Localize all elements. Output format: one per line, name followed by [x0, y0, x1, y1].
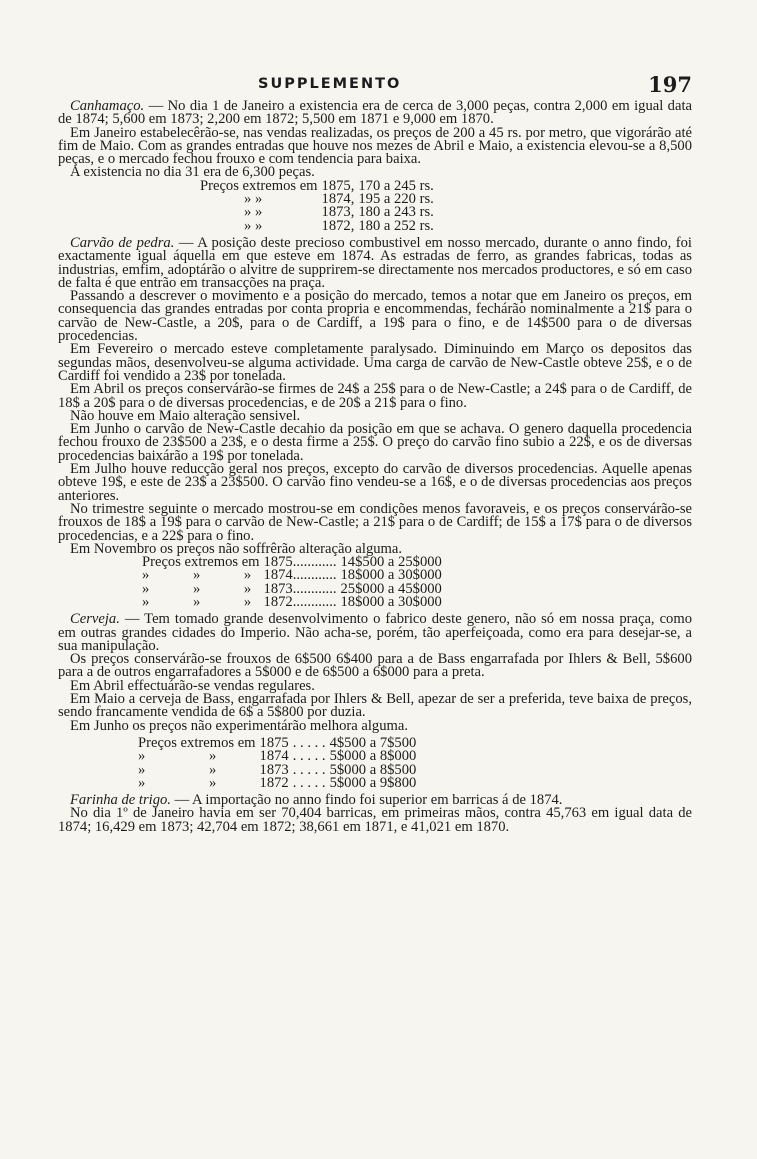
canhamaco-text-1: — No dia 1 de Janeiro a existencia era de cerca de 3,000 peças, contra 2,000 em igual data de 1874; 5,600 em 1873; 2,200 em 1872; 5,500 em 1871 e 9,000 em 1870.	[58, 98, 692, 128]
canhamaco-text-3: A existencia no dia 31 era de 6,300 peças.	[70, 164, 315, 181]
carvao-text-4: Em Abril os preços conservárão-se firmes de 24$ a 25$ para o de New-Castle; a 24$ para o de Cardiff, de 18$ a 20$ para o de diversas procedencias, e de 20$ a 21$ para o fino.	[58, 381, 692, 411]
table-cell: 1875,	[321, 177, 355, 194]
cerveja-text-2: Os preços conservárão-se frouxos de 6$500 6$400 para a de Bass engarrafada por Ihlers & Bell, 5$600 para a de outros engarrafadores a 5$000 e de 6$500 a 6$000 para a preta.	[58, 651, 692, 681]
table-cell: 1872	[259, 774, 289, 791]
cerveja-text-3: Em Abril effectuárão-se vendas regulares.	[70, 677, 315, 694]
table-cell: Preços extremos em	[200, 177, 318, 194]
table-cell: 1873	[259, 761, 289, 778]
table-cell: 5$000 a 8$500	[329, 761, 417, 778]
table-cell: 180 a 243 rs.	[358, 204, 434, 221]
farinha-heading: Farinha de trigo.	[70, 792, 171, 809]
table-row	[200, 220, 438, 233]
table-row	[142, 596, 446, 609]
canhamaco-heading: Canhamaço.	[70, 98, 145, 114]
table-cell: » »	[138, 774, 217, 791]
table-cell: 1874	[259, 748, 289, 765]
table-cell: 170 a 245 rs.	[358, 177, 434, 194]
carvao-text-6: Em Junho o carvão de New-Castle decahio da posição em que se achava. O genero daquella procedencia fechou frouxo de 23$500 a 23$, e o desta firme a 25$. O preço do carvão fino subio a 22$, e os de diversas procedencias baixárão a 19$ por tonelada.	[58, 421, 692, 464]
table-cell: » »	[138, 748, 217, 765]
farinha-text-2: No dia 1º de Janeiro havia em ser 70,404 barricas, em primeiras mãos, contra 45,763 em igual data de 1874; 16,429 em 1873; 42,704 em 1872; 38,661 em 1871, e 41,021 em 1870.	[58, 805, 692, 835]
canhamaco-paragraph	[58, 100, 692, 127]
table-row	[138, 777, 420, 790]
table-cell: » » »	[142, 593, 252, 610]
carvao-text-5: Não houve em Maio alteração sensivel.	[70, 407, 301, 424]
table-cell: 1875............	[263, 554, 337, 571]
table-cell: » »	[244, 191, 263, 208]
carvao-text-8: No trimestre seguinte o mercado mostrou-se em condições menos favoraveis, e os preços conservárão-se frouxos de 18$ a 19$ para o carvão de New-Castle; a 21$ para o de Cardiff; de 15$ a 17$ para o de diversos procedencias, e a 22$ para o fino.	[58, 500, 692, 544]
page-header	[58, 72, 692, 98]
carvao-text-3: Em Fevereiro o mercado esteve completamente paralysado. Diminuindo em Março os depositos das segundas mãos, desenvolveu-se alguma actividade. Uma carga de carvão de New-Castle obteve 25$, e o de Cardiff foi vendido a 23$ por tonelada.	[58, 341, 692, 384]
table-cell: 180 a 252 rs.	[358, 217, 434, 234]
table-cell: 1874,	[321, 191, 355, 208]
cerveja-text-5: Em Junho os preços não experimentárão melhora alguma.	[70, 717, 408, 734]
table-cell: . . . . .	[292, 734, 326, 751]
table-cell: » »	[138, 761, 217, 778]
carvao-text-2: Passando a descrever o movimento e a posição do mercado, temos a notar que em Janeiro os preços, em consequencia das grandes entradas por conta propria e encommendas, fechárão nominalmente a 21$ para o carvão de New-Castle, a 20$, para o de Cardiff, a 19$ para o fino, e de 14$500 para o de diversas procedencias.	[58, 288, 692, 345]
carvao-price-table	[142, 556, 446, 609]
table-cell: 1873,	[321, 204, 355, 221]
table-cell: 1872............	[263, 593, 337, 610]
running-title: SUPPLEMENTO	[258, 76, 402, 92]
cerveja-heading: Cerveja.	[70, 611, 120, 628]
body-text	[58, 100, 692, 834]
table-cell: Preços extremos em	[142, 554, 260, 571]
cerveja-price-table	[138, 734, 420, 791]
canhamaco-text-2: Em Janeiro estabelecêrão-se, nas vendas realizadas, os preços de 200 a 45 rs. por metro, que vigorárão até fim de Maio. Com as grandes entradas que houve nos mezes de Abril e Maio, a existencia elevou-se a 8,500 peças, e o mercado fechou frouxo e com tendencia para baixa.	[58, 124, 692, 168]
carvao-paragraph	[58, 234, 692, 291]
table-cell: 25$000 a 45$000	[340, 580, 442, 597]
canhamaco-price-table	[200, 177, 438, 234]
table-cell: 14$500 a 25$000	[340, 554, 442, 571]
page-number: 197	[648, 72, 692, 97]
carvao-text-7: Em Julho houve reducção geral nos preços, excepto do carvão de diversos procedencias. Aquelle apenas obteve 19$, e este de 23$ a 23$500. O carvão fino vendeu-se a 16$, e o de diversas procedencias aos preços anteriores.	[58, 461, 692, 504]
table-cell: » »	[244, 204, 263, 221]
table-cell: . . . . .	[292, 748, 326, 765]
farinha-text-1: — A importação no anno findo foi superior em barricas á de 1874.	[170, 792, 563, 809]
table-cell: . . . . .	[292, 761, 326, 778]
table-cell: 1873............	[263, 580, 337, 597]
table-cell: » »	[244, 217, 263, 234]
carvao-text-9: Em Novembro os preços não soffrêrão alteração alguma.	[70, 540, 403, 557]
table-cell: 5$000 a 9$800	[329, 774, 417, 791]
table-cell: 195 a 220 rs.	[358, 191, 434, 208]
carvao-text-1: — A posição deste precioso combustivel em nosso mercado, durante o anno findo, foi exactamente igual áquella em que esteve em 1874. As estradas de ferro, as grandes fabricas, todas as industrias, emfim, adoptárão o alvitre de supprirem-se directamente nos mercados productores, e só em caso de falta é que entrão em transacções na praça.	[58, 234, 692, 291]
cerveja-text-1: — Tem tomado grande desenvolvimento o fabrico deste genero, não só em nossa praça, como em outras grandes cidades do Imperio. Não acha-se, porém, tão aperfeiçoada, como era para desejar-se, a sua manipulação.	[58, 611, 692, 654]
table-cell: 18$000 a 30$000	[340, 567, 442, 584]
table-cell: 18$000 a 30$000	[340, 593, 442, 610]
table-cell: 5$000 a 8$000	[329, 748, 417, 765]
carvao-heading: Carvão de pedra.	[70, 234, 175, 251]
table-cell: 4$500 a 7$500	[329, 734, 417, 751]
table-cell: . . . . .	[292, 774, 326, 791]
table-cell: 1875	[259, 734, 289, 751]
cerveja-paragraph	[58, 613, 692, 653]
table-cell: 1872,	[321, 217, 355, 234]
table-cell: » » »	[142, 567, 252, 584]
table-cell: Preços extremos em	[138, 734, 256, 751]
table-cell: » » »	[142, 580, 252, 597]
cerveja-text-4: Em Maio a cerveja de Bass, engarrafada por Ihlers & Bell, apezar de ser a preferida, teve baixa de preços, sendo francamente vendida de 6$ a 5$800 por duzia.	[58, 691, 692, 721]
table-cell: 1874............	[263, 567, 337, 584]
